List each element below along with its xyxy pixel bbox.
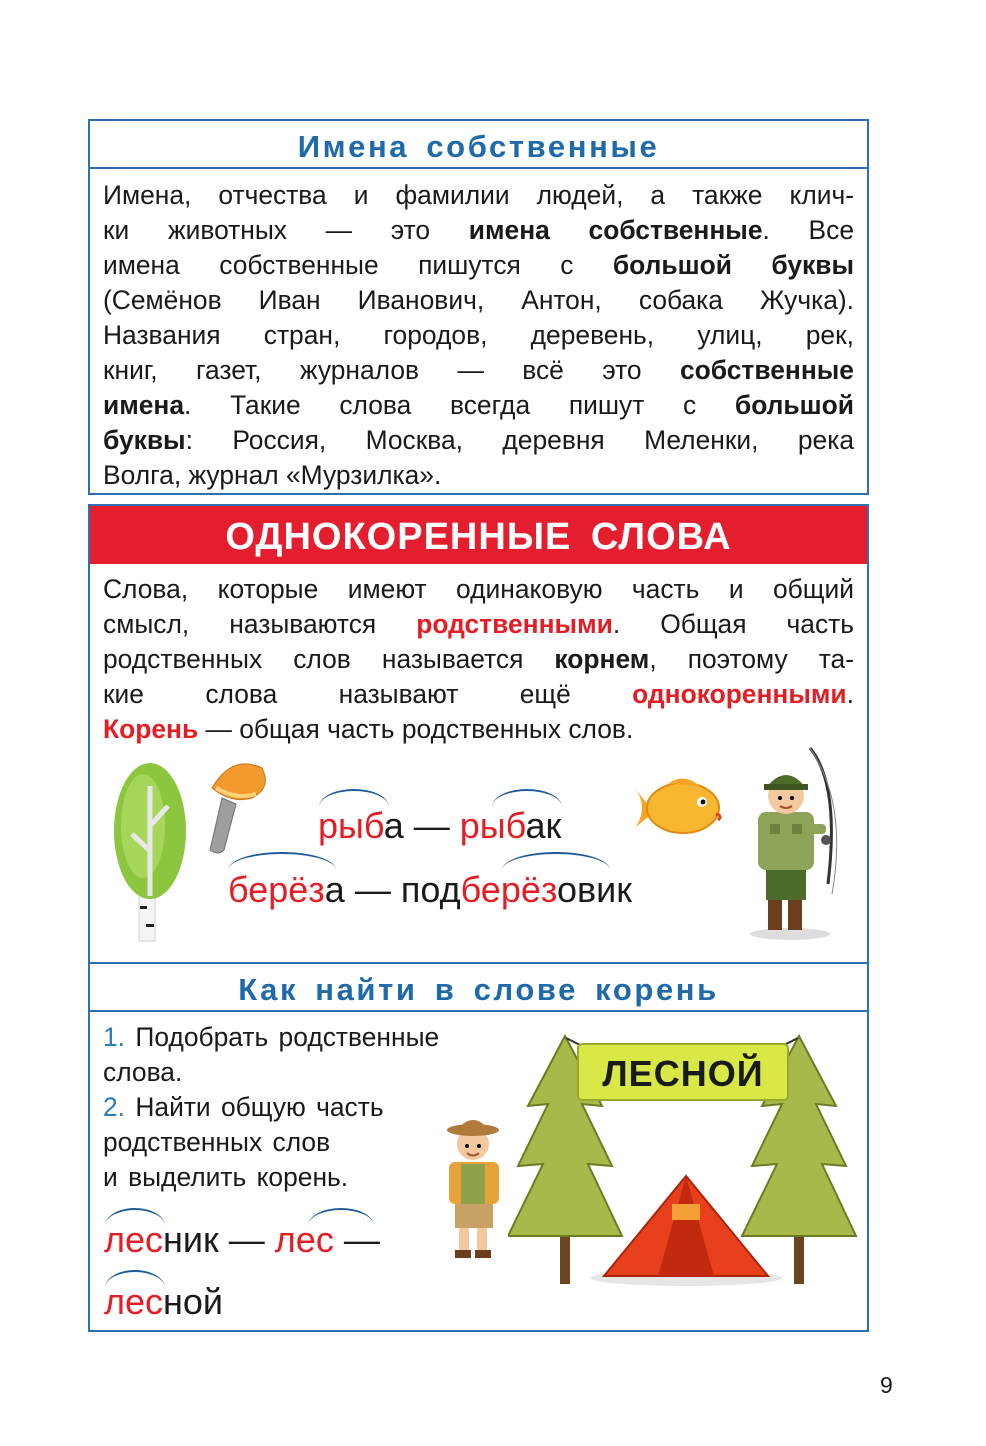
word-root: берёз xyxy=(460,869,557,910)
highlight-term: Корень xyxy=(103,714,199,744)
fisherman-illustration xyxy=(740,744,850,944)
cognates-box xyxy=(88,504,869,964)
example-rybа-rybak xyxy=(318,806,561,846)
word-root: берёз xyxy=(228,869,325,910)
text-line xyxy=(103,388,854,423)
text-segment: кие слова называют ещё xyxy=(103,679,633,709)
text-line xyxy=(103,458,854,493)
text-segment: смысл, называются xyxy=(103,609,417,639)
example-bereza-podberezovik xyxy=(228,870,632,910)
text-line xyxy=(103,283,854,318)
step-text: Найти общую часть xyxy=(135,1092,384,1122)
step-number: 1. xyxy=(103,1022,126,1052)
text-segment: . Такие слова всегда пишут с xyxy=(184,390,735,420)
text-line xyxy=(103,178,854,213)
text-segment: : Россия, Москва, деревня Меленки, река xyxy=(185,425,854,455)
text-line xyxy=(103,642,854,677)
birch-tree-illustration xyxy=(110,756,190,946)
word-ending: а xyxy=(324,869,345,910)
word-root: лес xyxy=(104,1219,164,1260)
text-segment: Слова, которые имеют одинаковую часть и общий xyxy=(103,574,854,604)
dash: — xyxy=(218,1219,275,1260)
page-number: 9 xyxy=(880,1372,893,1398)
text-line xyxy=(103,423,854,458)
step-text: и выделить корень. xyxy=(103,1162,349,1192)
word-prefix: под xyxy=(400,869,461,910)
cognates-text xyxy=(103,572,854,747)
text-line xyxy=(103,572,854,607)
text-segment: . xyxy=(846,679,854,709)
highlight-term: однокоренными xyxy=(632,679,847,709)
step-number: 2. xyxy=(103,1092,126,1122)
word-root: лес xyxy=(274,1219,334,1260)
text-line xyxy=(103,213,854,248)
dash: — xyxy=(403,805,460,846)
word-root: рыб xyxy=(318,805,384,846)
dash: — xyxy=(344,869,401,910)
bold-term: большой буквы xyxy=(612,250,854,280)
word-ending: а xyxy=(383,805,404,846)
bold-term: корнем xyxy=(554,644,650,674)
bold-term: собственные xyxy=(679,355,854,385)
find-root-box xyxy=(88,962,869,1332)
word-root: рыб xyxy=(459,805,526,846)
find-root-title: Как найти в слове корень xyxy=(90,964,867,1012)
word-suffix: ной xyxy=(163,1281,224,1322)
proper-names-text xyxy=(103,178,854,493)
text-line xyxy=(103,607,854,642)
forest-sign-text: ЛЕСНОЙ xyxy=(602,1053,764,1094)
proper-names-box xyxy=(88,119,869,495)
text-segment: Названия стран, городов, деревень, улиц, рек, xyxy=(103,320,854,350)
highlight-term: родственными xyxy=(416,609,613,639)
bold-term: имена собственные xyxy=(468,215,763,245)
bold-term: большой xyxy=(734,390,854,420)
proper-names-title: Имена собственные xyxy=(90,121,867,169)
step-text: Подобрать родственные xyxy=(135,1022,440,1052)
text-line xyxy=(103,677,854,712)
text-line xyxy=(103,712,854,747)
text-segment: — общая часть родственных слов. xyxy=(198,714,634,744)
word-suffix: ак xyxy=(525,805,562,846)
fish-illustration xyxy=(628,772,728,842)
text-segment: имена собственные пишутся с xyxy=(103,250,613,280)
text-segment: . Все xyxy=(762,215,855,245)
text-line xyxy=(103,318,854,353)
text-segment: ки животных — это xyxy=(103,215,469,245)
dash: — xyxy=(333,1219,380,1260)
word-root: лес xyxy=(104,1281,164,1322)
example-lesnik-les xyxy=(104,1220,380,1260)
hiker-boy-illustration xyxy=(435,1104,515,1264)
example-lesnoy xyxy=(104,1282,223,1322)
text-line xyxy=(103,248,854,283)
text-segment: . Общая часть xyxy=(612,609,854,639)
step-text: родственных слов xyxy=(103,1127,331,1157)
word-suffix: ник xyxy=(163,1219,219,1260)
text-segment: (Семёнов Иван Иванович, Антон, собака Жучка). xyxy=(103,285,854,315)
text-segment: Волга, журнал «Мурзилка». xyxy=(103,460,442,490)
text-segment: родственных слов называется xyxy=(103,644,555,674)
mushroom-illustration xyxy=(202,758,272,858)
text-line xyxy=(103,353,854,388)
step-1 xyxy=(103,1020,503,1090)
cognates-title-bar xyxy=(90,506,867,564)
cognates-title: ОДНОКОРЕННЫЕ СЛОВА xyxy=(225,516,732,558)
text-segment: Имена, отчества и фамилии людей, а также клич- xyxy=(103,180,854,210)
text-segment: , поэтому та- xyxy=(649,644,854,674)
step-text: слова. xyxy=(103,1057,183,1087)
bold-term: буквы xyxy=(103,425,186,455)
root-arc xyxy=(502,852,610,870)
word-suffix: овик xyxy=(556,869,632,910)
bold-term: имена xyxy=(103,390,185,420)
text-segment: книг, газет, журналов — всё это xyxy=(103,355,680,385)
